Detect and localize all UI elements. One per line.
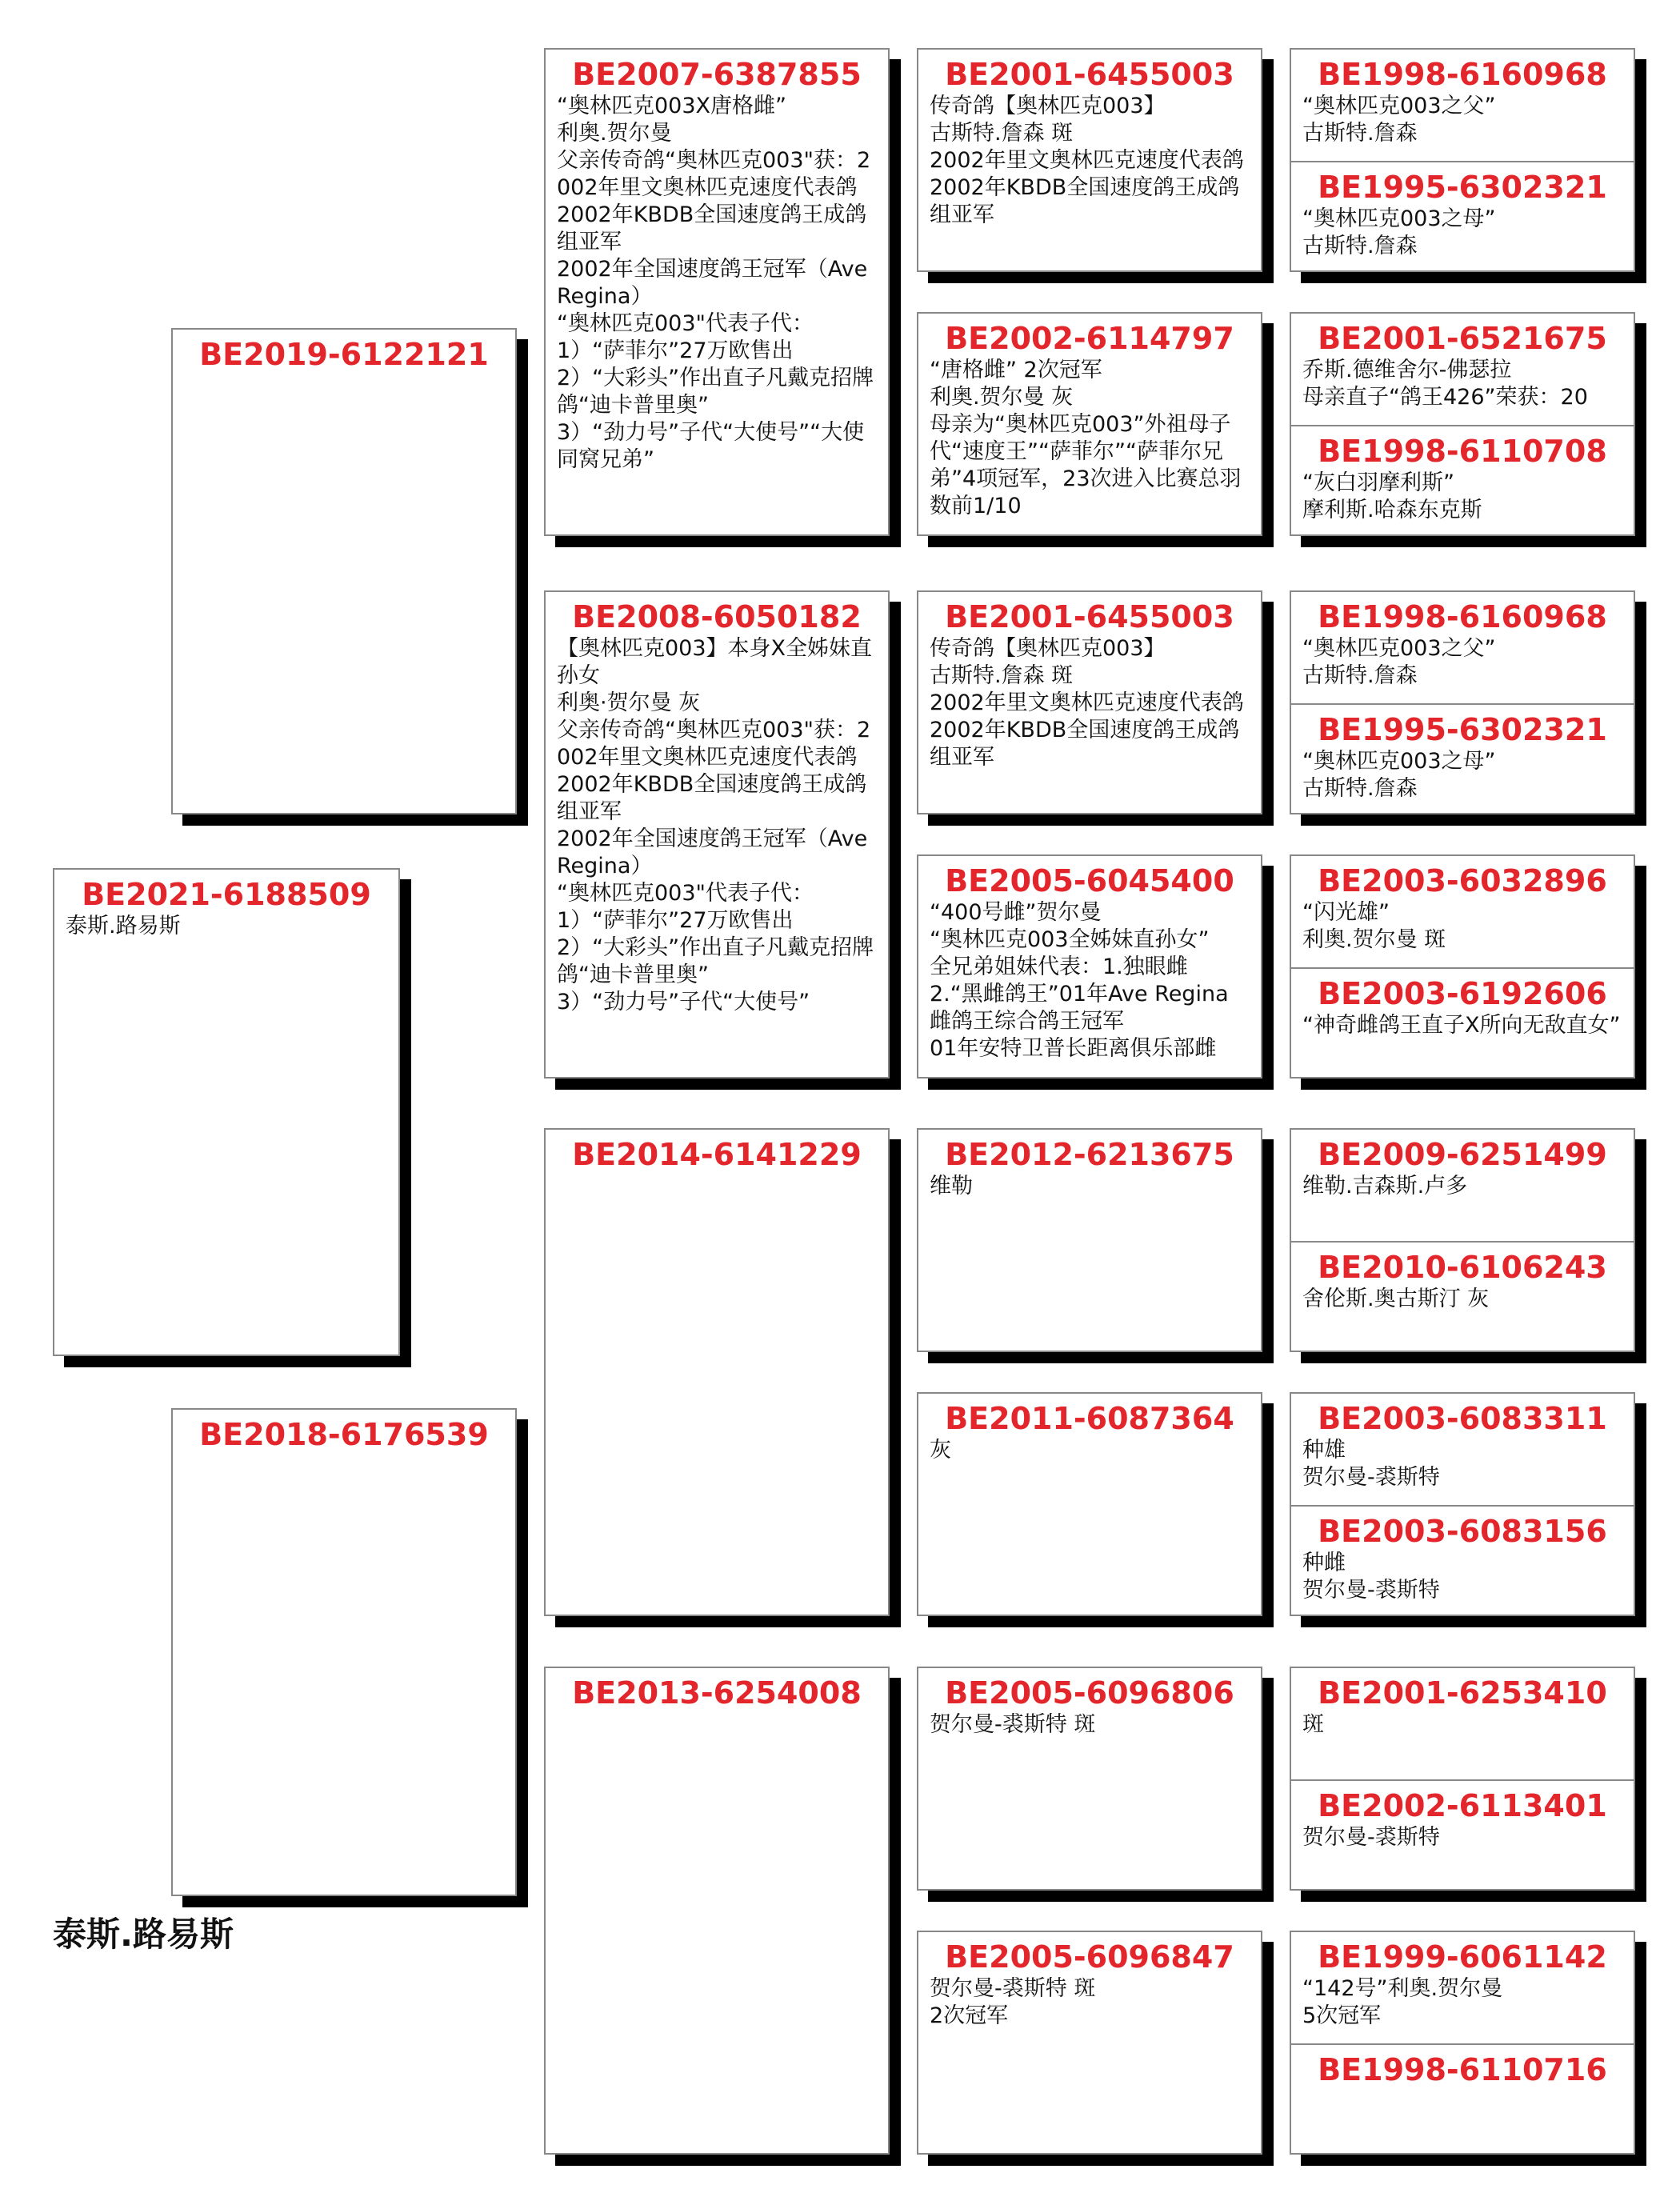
gg-grandparent-entry [1291,967,1634,1078]
ring-number: BE2014-6141229 [572,1137,862,1172]
ring-number: BE2001-6253410 [1318,1675,1607,1711]
ring-number: BE1998-6110716 [1318,2052,1607,2087]
great-grandparent-card [917,590,1262,814]
gg-grandparent-pair [1290,590,1635,814]
gg-grandparent-entry [1291,856,1634,967]
pedigree-note: “400号雌”贺尔曼 “奥林匹克003全姊妹直孙女” 全兄弟姐妹代表：1.独眼雌 2.“黑雌鸽王”01年Ave Regina雌鸽王综合鸽王冠军 01年安特卫普长距离俱乐部雌 [930,900,1229,1061]
gg-grandparent-entry [1291,50,1634,161]
great-grandparent-card [917,1667,1262,1891]
pedigree-note: “唐格雌” 2次冠军 利奥.贺尔曼 灰 母亲为“奥林匹克003”外祖母子代“速度王”“萨菲尔”“萨菲尔兄弟”4项冠军，23次进入比赛总羽数前1/10 [930,358,1242,518]
pedigree-note: 传奇鸽【奥林匹克003】 古斯特.詹森 斑 2002年里文奥林匹克速度代表鸽 2002年KBDB全国速度鸽王成鸽组亚军 [930,94,1244,227]
ring-number: BE2001-6521675 [1318,321,1607,356]
grandparent-card [544,1128,890,1616]
grandparent-card [544,48,890,536]
sire-card [171,328,517,814]
gg-grandparent-entry [1291,1241,1634,1352]
gg-grandparent-entry [1291,2043,1634,2155]
ring-number: BE1998-6160968 [1318,599,1607,634]
great-grandparent-card [917,312,1262,536]
pedigree-note: “奥林匹克003之母” 古斯特.詹森 [1302,206,1496,258]
dam-card [171,1408,517,1896]
ring-number: BE2012-6213675 [945,1137,1234,1172]
grandparent-card [544,590,890,1078]
gg-grandparent-entry [1291,1668,1634,1779]
pedigree-note: 贺尔曼-裘斯特 斑 [930,1712,1096,1737]
ring-number: BE2011-6087364 [945,1401,1234,1436]
ring-number: BE2013-6254008 [572,1675,862,1711]
ring-number: BE2021-6188509 [82,877,371,912]
pedigree-note: 舍伦斯.奥古斯汀 灰 [1302,1287,1490,1311]
owner-name: 泰斯.路易斯 [53,1915,234,1954]
ring-number: BE2001-6455003 [945,57,1234,92]
pedigree-note: “奥林匹克003之母” 古斯特.詹森 [1302,749,1496,801]
gg-grandparent-entry [1291,1932,1634,2043]
pedigree-note: “奥林匹克003X唐格雌” 利奥.贺尔曼 父亲传奇鸽“奥林匹克003"获：2002年里文奥林匹克速度代表鸽 2002年KBDB全国速度鸽王成鸽组亚军 2002年全国速度鸽王冠军（Ave Regina） “奥林匹克003"代表子代：1）“萨菲尔”27万欧售出 2）“大彩头”作出直子凡戴克招牌鸽“迪卡普里奥” 3）“劲力号”子代“大使号”“大使同窝兄弟” [557,94,874,472]
gg-grandparent-entry [1291,1130,1634,1241]
gg-grandparent-entry [1291,161,1634,272]
pedigree-note: 贺尔曼-裘斯特 [1302,1825,1440,1850]
ring-number: BE2009-6251499 [1318,1137,1607,1172]
ring-number: BE2005-6045400 [945,863,1234,898]
ring-number: BE1999-6061142 [1318,1939,1607,1975]
gg-grandparent-entry [1291,314,1634,425]
pigeon-owner: 泰斯.路易斯 [66,914,181,938]
great-grandparent-card [917,1931,1262,2155]
great-grandparent-card [917,1392,1262,1616]
ring-number: BE2005-6096806 [945,1675,1234,1711]
ring-number: BE2007-6387855 [572,57,862,92]
ring-number: BE1998-6110708 [1318,434,1607,469]
pedigree-note: 【奥林匹克003】本身X全姊妹直孙女 利奥·贺尔曼 灰 父亲传奇鸽“奥林匹克003"获：2002年里文奥林匹克速度代表鸽 2002年KBDB全国速度鸽王成鸽组亚军 2002年全国速度鸽王冠军（Ave Regina） “奥林匹克003"代表子代：1）“萨菲尔”27万欧售出 2）“大彩头”作出直子凡戴克招牌鸽“迪卡普里奥” 3）“劲力号”子代“大使号” [557,636,874,1014]
ring-number: BE2019-6122121 [199,337,489,372]
gg-grandparent-entry [1291,592,1634,703]
pedigree-note: 乔斯.德维舍尔-佛瑟拉 母亲直子“鸽王426”荣获：20 [1302,358,1588,410]
ring-number: BE2018-6176539 [199,1417,489,1452]
gg-grandparent-entry [1291,1505,1634,1616]
ring-number: BE2003-6192606 [1318,976,1607,1011]
pedigree-note: “142号”利奥.贺尔曼 5次冠军 [1302,1976,1503,2028]
pedigree-note: 贺尔曼-裘斯特 斑 2次冠军 [930,1976,1096,2028]
pedigree-note: 斑 [1302,1712,1324,1737]
pedigree-note: 传奇鸽【奥林匹克003】 古斯特.詹森 斑 2002年里文奥林匹克速度代表鸽 2002年KBDB全国速度鸽王成鸽组亚军 [930,636,1244,770]
gg-grandparent-entry [1291,425,1634,536]
gg-grandparent-pair [1290,1931,1635,2155]
ring-number: BE2003-6083311 [1318,1401,1607,1436]
ring-number: BE2001-6455003 [945,599,1234,634]
ring-number: BE2002-6113401 [1318,1788,1607,1823]
gg-grandparent-pair [1290,312,1635,536]
ring-number: BE1998-6160968 [1318,57,1607,92]
ring-number: BE2003-6083156 [1318,1514,1607,1549]
ring-number: BE2010-6106243 [1318,1250,1607,1285]
ring-number: BE2003-6032896 [1318,863,1607,898]
gg-grandparent-pair [1290,854,1635,1078]
pedigree-note: “神奇雌鸽王直子X所向无敌直女” [1302,1013,1621,1038]
pedigree-note: 维勒.吉森斯.卢多 [1302,1174,1468,1199]
ring-number: BE2002-6114797 [945,321,1234,356]
pedigree-note: “闪光雄” 利奥.贺尔曼 斑 [1302,900,1446,952]
gg-grandparent-pair [1290,1128,1635,1352]
great-grandparent-card [917,1128,1262,1352]
gg-grandparent-pair [1290,48,1635,272]
gg-grandparent-entry [1291,703,1634,814]
ring-number: BE2008-6050182 [572,599,862,634]
gg-grandparent-pair [1290,1667,1635,1891]
pedigree-note: “奥林匹克003之父” 古斯特.詹森 [1302,636,1496,688]
great-grandparent-card [917,48,1262,272]
ring-number: BE1995-6302321 [1318,712,1607,747]
ring-number: BE2005-6096847 [945,1939,1234,1975]
pedigree-note: 种雌 贺尔曼-裘斯特 [1302,1551,1440,1603]
grandparent-card [544,1667,890,2155]
pedigree-note: “灰白羽摩利斯” 摩利斯.哈森东克斯 [1302,470,1482,522]
gg-grandparent-entry [1291,1779,1634,1891]
pedigree-note: 灰 [930,1438,951,1463]
gg-grandparent-entry [1291,1394,1634,1505]
pigeon-card [53,868,400,1356]
pedigree-note: 种雄 贺尔曼-裘斯特 [1302,1438,1440,1490]
pedigree-note: 维勒 [930,1174,973,1199]
great-grandparent-card [917,854,1262,1078]
pedigree-note: “奥林匹克003之父” 古斯特.詹森 [1302,94,1496,146]
ring-number: BE1995-6302321 [1318,170,1607,205]
gg-grandparent-pair [1290,1392,1635,1616]
